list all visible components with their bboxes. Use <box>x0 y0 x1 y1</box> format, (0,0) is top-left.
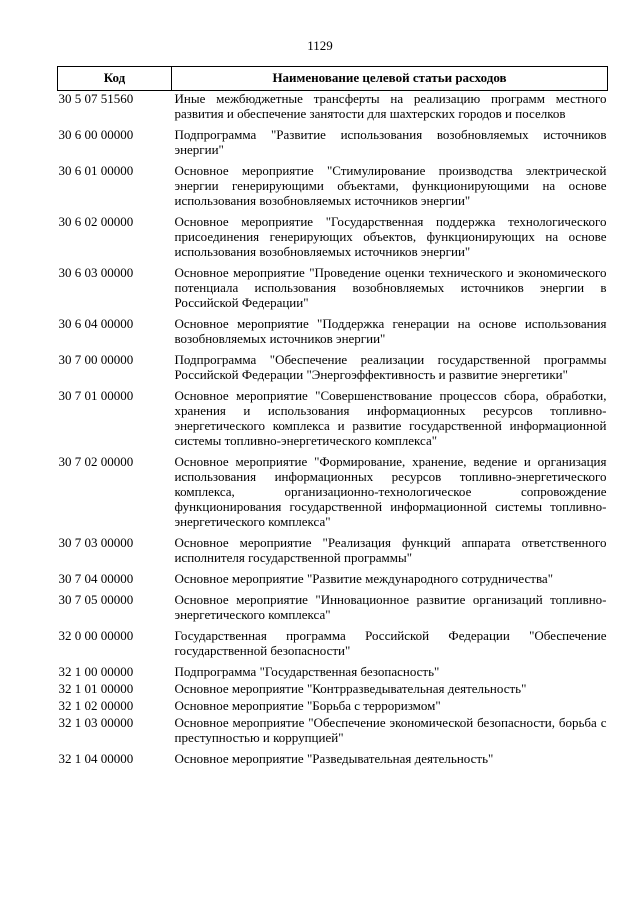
table-row <box>58 127 608 163</box>
table-row <box>58 454 608 535</box>
table-row <box>58 628 608 664</box>
row-name: Основное мероприятие "Стимулирование производства электрической энергии генерирующими объектами, функционирующими на основе использования возобновляемых источников энергии" <box>174 163 607 208</box>
table-row <box>58 571 608 592</box>
row-name: Иные межбюджетные трансферты на реализацию программ местного развития и обеспечение занятости для шахтерских городов и поселков <box>174 91 607 121</box>
row-name: Основное мероприятие "Разведывательная деятельность" <box>174 751 494 766</box>
row-code: 30 6 00 00000 <box>58 127 134 142</box>
table-row <box>58 535 608 571</box>
row-code: 30 7 01 00000 <box>58 388 134 403</box>
row-name: Подпрограмма "Развитие использования возобновляемых источников энергии" <box>174 127 607 157</box>
row-name: Основное мероприятие "Формирование, хранение, ведение и организация использования информационных ресурсов топливно-энергетического комплекса, организационно-технологическое сопровождение функционирования государственной информационной системы топливно-энергетического комплекса" <box>174 454 607 529</box>
row-name: Подпрограмма "Обеспечение реализации государственной программы Российской Федерации "Энергоэффективность и развитие энергетики" <box>174 352 607 382</box>
target-expense-table <box>57 66 608 766</box>
row-name: Основное мероприятие "Проведение оценки технического и экономического потенциала использования возобновляемых источников энергии в Российской Федерации" <box>174 265 607 310</box>
row-name: Основное мероприятие "Государственная поддержка технологического присоединения генерирующих объектов, функционирующих на основе использования возобновляемых источников энергии" <box>174 214 607 259</box>
row-code: 30 7 05 00000 <box>58 592 134 607</box>
header-name: Наименование целевой статьи расходов <box>172 67 608 91</box>
row-name: Основное мероприятие "Борьба с терроризмом" <box>174 698 441 713</box>
table-row <box>58 316 608 352</box>
row-name: Основное мероприятие "Поддержка генерации на основе использования возобновляемых источников энергии" <box>174 316 607 346</box>
row-name: Основное мероприятие "Инновационное развитие организаций топливно-энергетического комплекса" <box>174 592 607 622</box>
table-row <box>58 214 608 265</box>
row-name: Основное мероприятие "Обеспечение экономической безопасности, борьба с преступностью и коррупцией" <box>174 715 607 745</box>
row-name: Основное мероприятие "Совершенствование процессов сбора, обработки, хранения и использования информационных ресурсов топливно-энергетического комплекса и развитие государственной информационной системы топливно-энергетического комплекса" <box>174 388 607 448</box>
table-row <box>58 388 608 454</box>
row-code: 30 6 03 00000 <box>58 265 134 280</box>
row-code: 30 6 01 00000 <box>58 163 134 178</box>
budget-table <box>57 66 607 766</box>
header-code: Код <box>58 67 172 91</box>
row-code: 30 7 00 00000 <box>58 352 134 367</box>
row-code: 30 6 04 00000 <box>58 316 134 331</box>
row-code: 32 1 04 00000 <box>58 751 134 766</box>
row-name: Основное мероприятие "Развитие международного сотрудничества" <box>174 571 554 586</box>
row-code: 32 1 03 00000 <box>58 715 134 730</box>
table-row <box>58 163 608 214</box>
table-row <box>58 352 608 388</box>
row-code: 30 7 02 00000 <box>58 454 134 469</box>
row-name: Основное мероприятие "Контрразведывательная деятельность" <box>174 681 527 696</box>
row-code: 30 7 04 00000 <box>58 571 134 586</box>
row-code: 30 5 07 51560 <box>58 91 134 106</box>
row-code: 30 7 03 00000 <box>58 535 134 550</box>
table-row <box>58 681 608 698</box>
table-header-row <box>58 67 608 91</box>
table-row <box>58 592 608 628</box>
table-row <box>58 751 608 766</box>
table-row <box>58 265 608 316</box>
row-name: Государственная программа Российской Федерации "Обеспечение государственной безопасности" <box>174 628 607 658</box>
row-code: 32 1 00 00000 <box>58 664 134 679</box>
row-name: Подпрограмма "Государственная безопасность" <box>174 664 440 679</box>
table-row <box>58 715 608 751</box>
row-code: 30 6 02 00000 <box>58 214 134 229</box>
row-code: 32 1 01 00000 <box>58 681 134 696</box>
row-code: 32 1 02 00000 <box>58 698 134 713</box>
table-row <box>58 664 608 681</box>
page-number: 1129 <box>307 38 333 53</box>
row-code: 32 0 00 00000 <box>58 628 134 643</box>
row-name: Основное мероприятие "Реализация функций аппарата ответственного исполнителя государственной программы" <box>174 535 607 565</box>
table-row <box>58 698 608 715</box>
table-row <box>58 91 608 128</box>
